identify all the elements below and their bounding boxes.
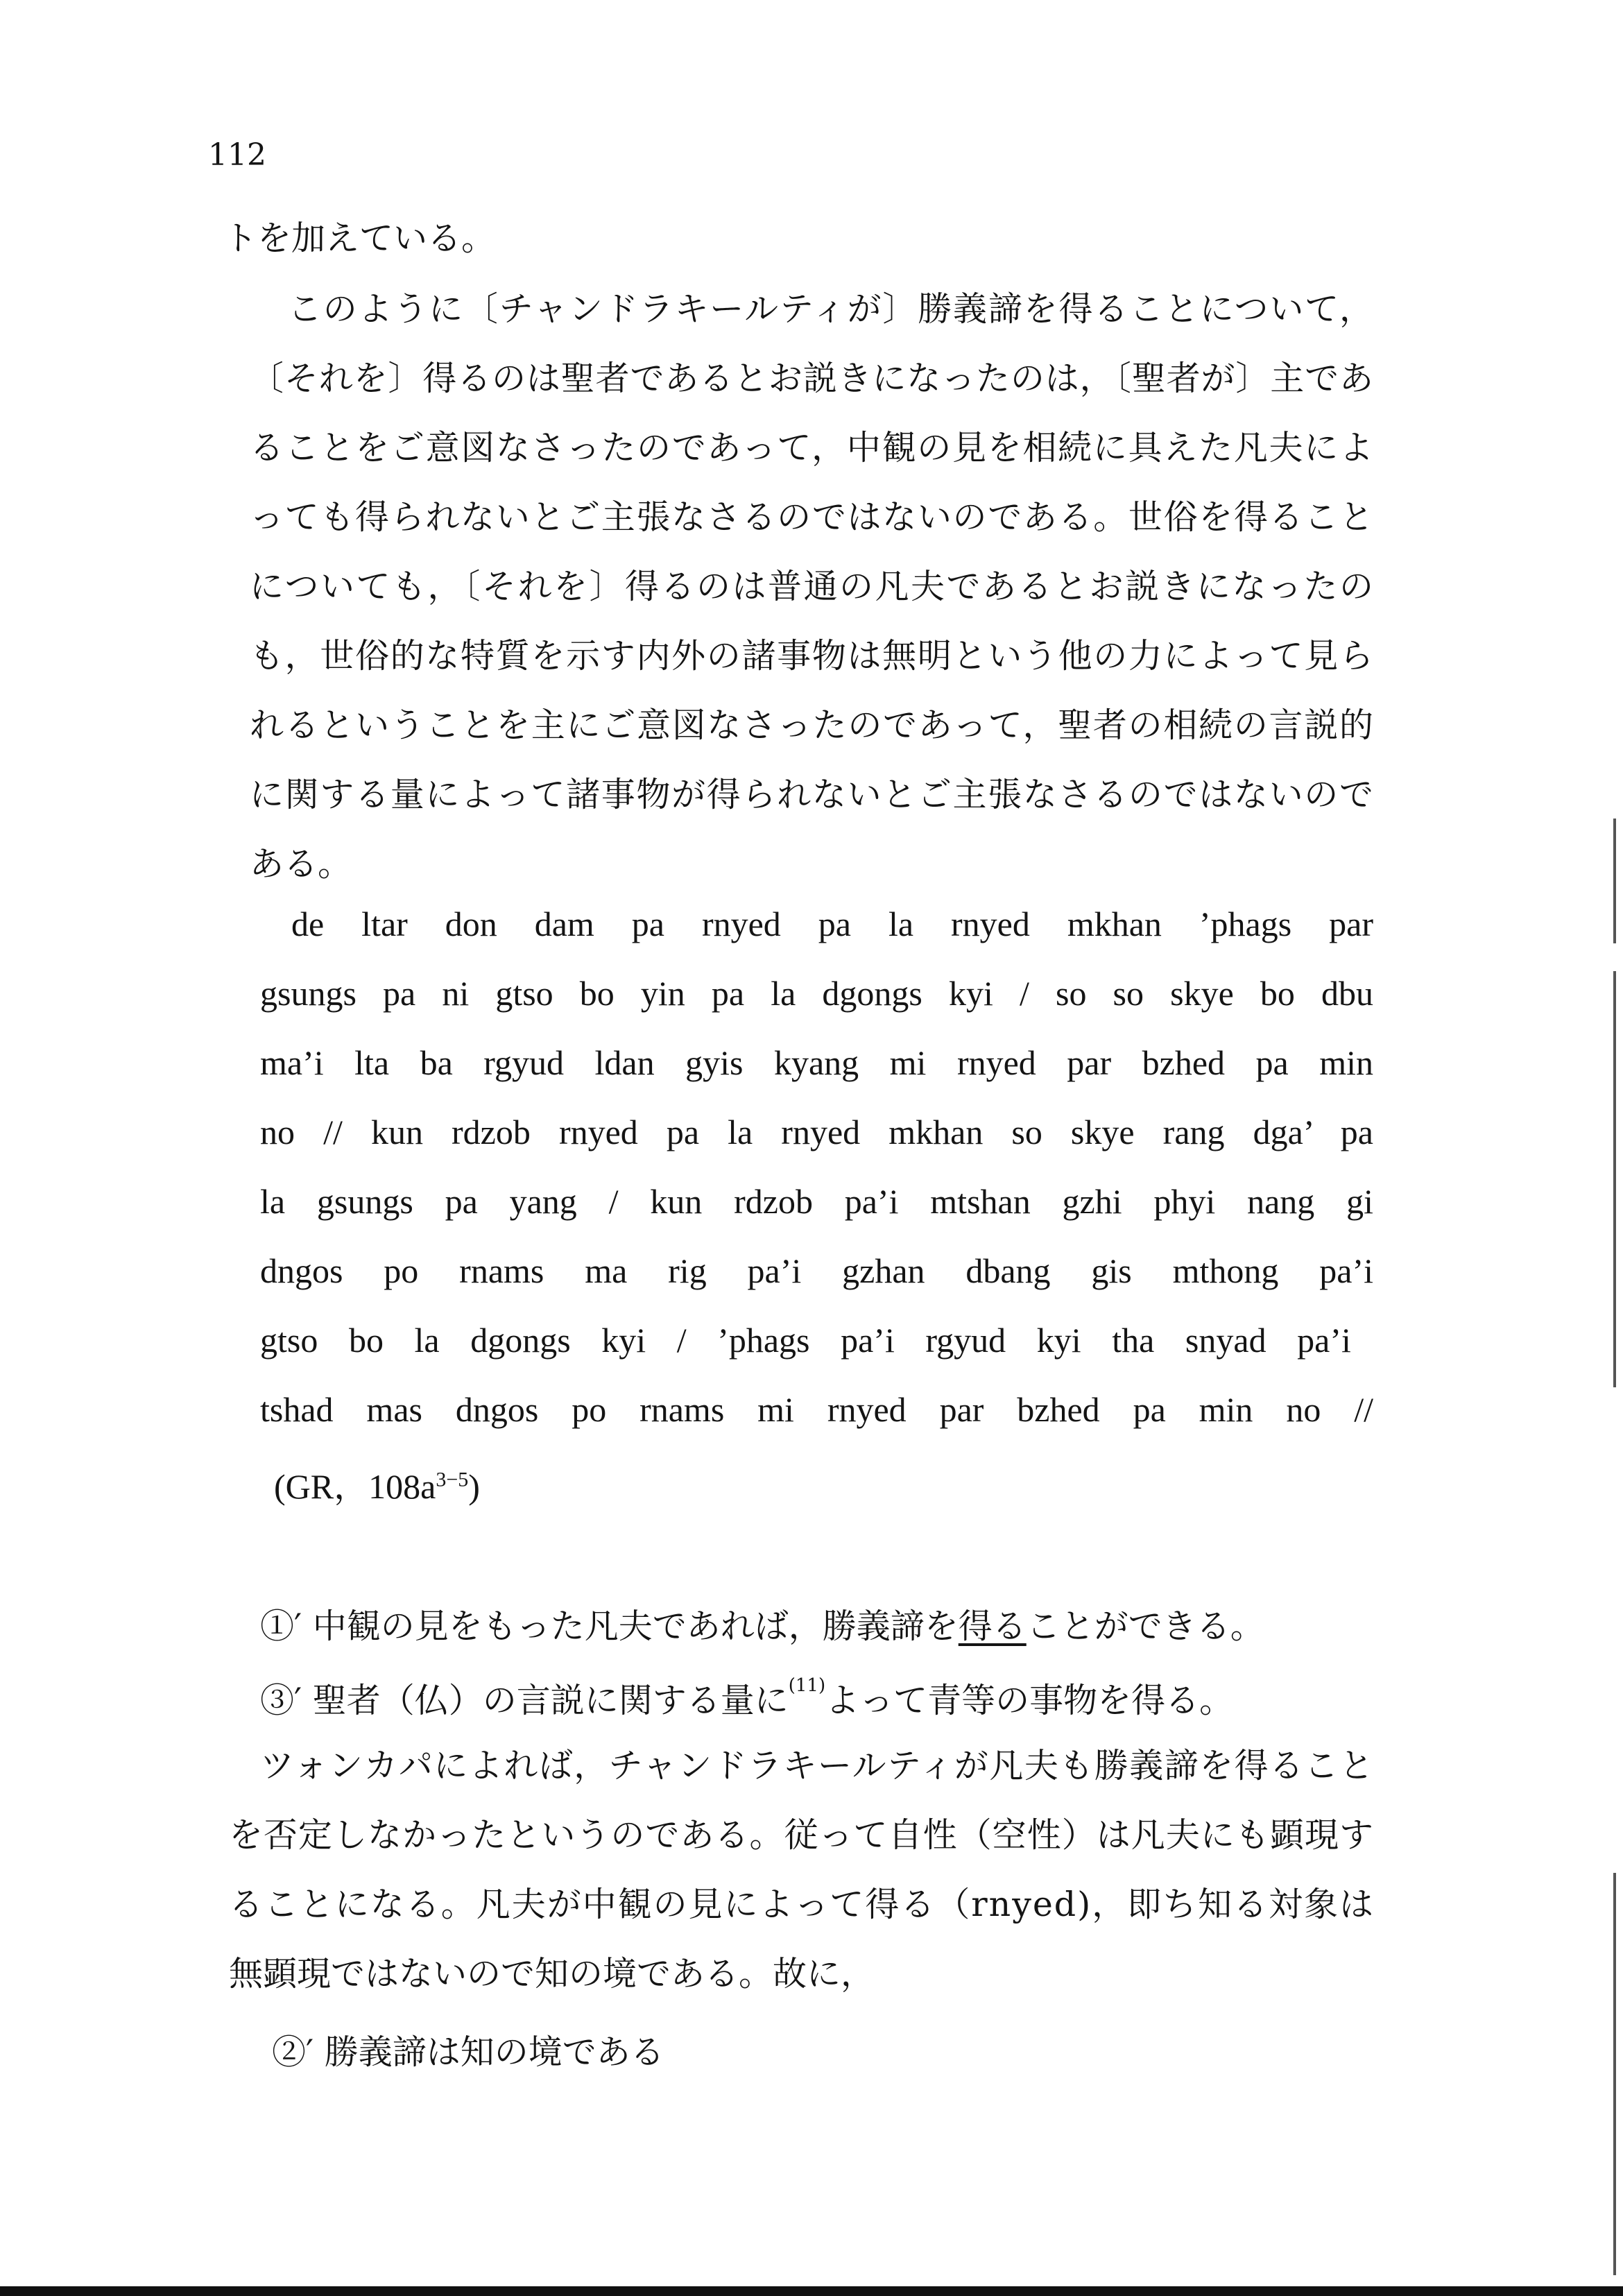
text-line: ある。 (250, 844, 352, 884)
proposition-text: 中観の見をもった凡夫であれば，勝義諦を (312, 1607, 959, 1646)
proposition-text: 聖者（仏）の言説に関する量に (312, 1681, 789, 1720)
footnote-marker: (11) (788, 1675, 826, 1696)
scan-edge-mark (1613, 971, 1616, 1387)
proposition-3-prime (260, 1674, 1233, 1722)
tibetan-line: ma’i lta ba rgyud ldan gyis kyang mi rnyed par bzhed pa min (260, 1043, 1373, 1082)
proposition-text: 勝義諦は知の境である (324, 2032, 664, 2072)
text-line: トを加えている。 (223, 219, 496, 258)
text-line: ることになる。凡夫が中観の見によって得る（rnyed)，即ち知る対象は (229, 1885, 1375, 1924)
text-line: ることをご意図なさったのであって，中観の見を相続に具えた凡夫によ (250, 428, 1375, 468)
tibetan-line: gsungs pa ni gtso bo yin pa la dgongs kyi / so so skye bo dbu (260, 974, 1373, 1013)
scan-bottom-edge (0, 2286, 1623, 2296)
scan-edge-mark (1613, 819, 1616, 943)
tibetan-line: no // kun rdzob rnyed pa la rnyed mkhan so skye rang dga’ pa (260, 1113, 1373, 1151)
tibetan-line: gtso bo la dgongs kyi / ’phags pa’i rgyud kyi tha snyad pa’i (260, 1321, 1351, 1360)
text-line: ツォンカパによれば，チャンドラキールティが凡夫も勝義諦を得ること (260, 1746, 1375, 1785)
citation-reference (274, 1459, 480, 1509)
proposition-mark: ①′ (260, 1607, 302, 1646)
proposition-text-end: ことができる。 (1026, 1607, 1264, 1646)
proposition-mark: ③′ (260, 1681, 302, 1720)
text-line: 無顕現ではないので知の境である。故に， (229, 1954, 875, 1994)
underlined-term: 得る (958, 1607, 1027, 1646)
citation-main: (GR，108a (274, 1467, 436, 1506)
scan-edge-mark (1613, 1873, 1616, 2275)
tibetan-line: dngos po rnams ma rig pa’i gzhan dbang gis mthong pa’i (260, 1251, 1373, 1290)
text-line: についても，〔それを〕得るのは普通の凡夫であるとお説きになったの (250, 567, 1375, 606)
text-line: を否定しなかったというのである。従って自性（空性）は凡夫にも顕現す (229, 1815, 1375, 1855)
text-line: このように〔チャンドラキールティが〕勝義諦を得ることについて， (288, 289, 1375, 329)
proposition-text-end: よって青等の事物を得る。 (825, 1681, 1234, 1720)
proposition-2-prime (272, 2025, 664, 2074)
text-line: 〔それを〕得るのは聖者であるとお説きになったのは，〔聖者が〕主であ (250, 359, 1374, 398)
proposition-1-prime (260, 1600, 1264, 1648)
text-line: れるということを主にご意図なさったのであって，聖者の相続の言説的 (250, 705, 1375, 745)
tibetan-line: de ltar don dam pa rnyed pa la rnyed mkhan ’phags par (291, 905, 1373, 943)
proposition-mark: ②′ (272, 2032, 314, 2072)
citation-close: ) (468, 1467, 480, 1506)
tibetan-line: la gsungs pa yang / kun rdzob pa’i mtshan gzhi phyi nang gi (260, 1182, 1373, 1221)
page-number: 112 (208, 137, 266, 173)
citation-folio-lines: 3−5 (436, 1468, 469, 1491)
text-line: っても得られないとご主張なさるのではないのである。世俗を得ること (250, 497, 1375, 537)
text-line: に関する量によって諸事物が得られないとご主張なさるのではないので (250, 775, 1375, 814)
tibetan-line: tshad mas dngos po rnams mi rnyed par bzhed pa min no // (260, 1390, 1373, 1429)
text-line: も，世俗的な特質を示す内外の諸事物は無明という他の力によって見ら (250, 636, 1375, 676)
